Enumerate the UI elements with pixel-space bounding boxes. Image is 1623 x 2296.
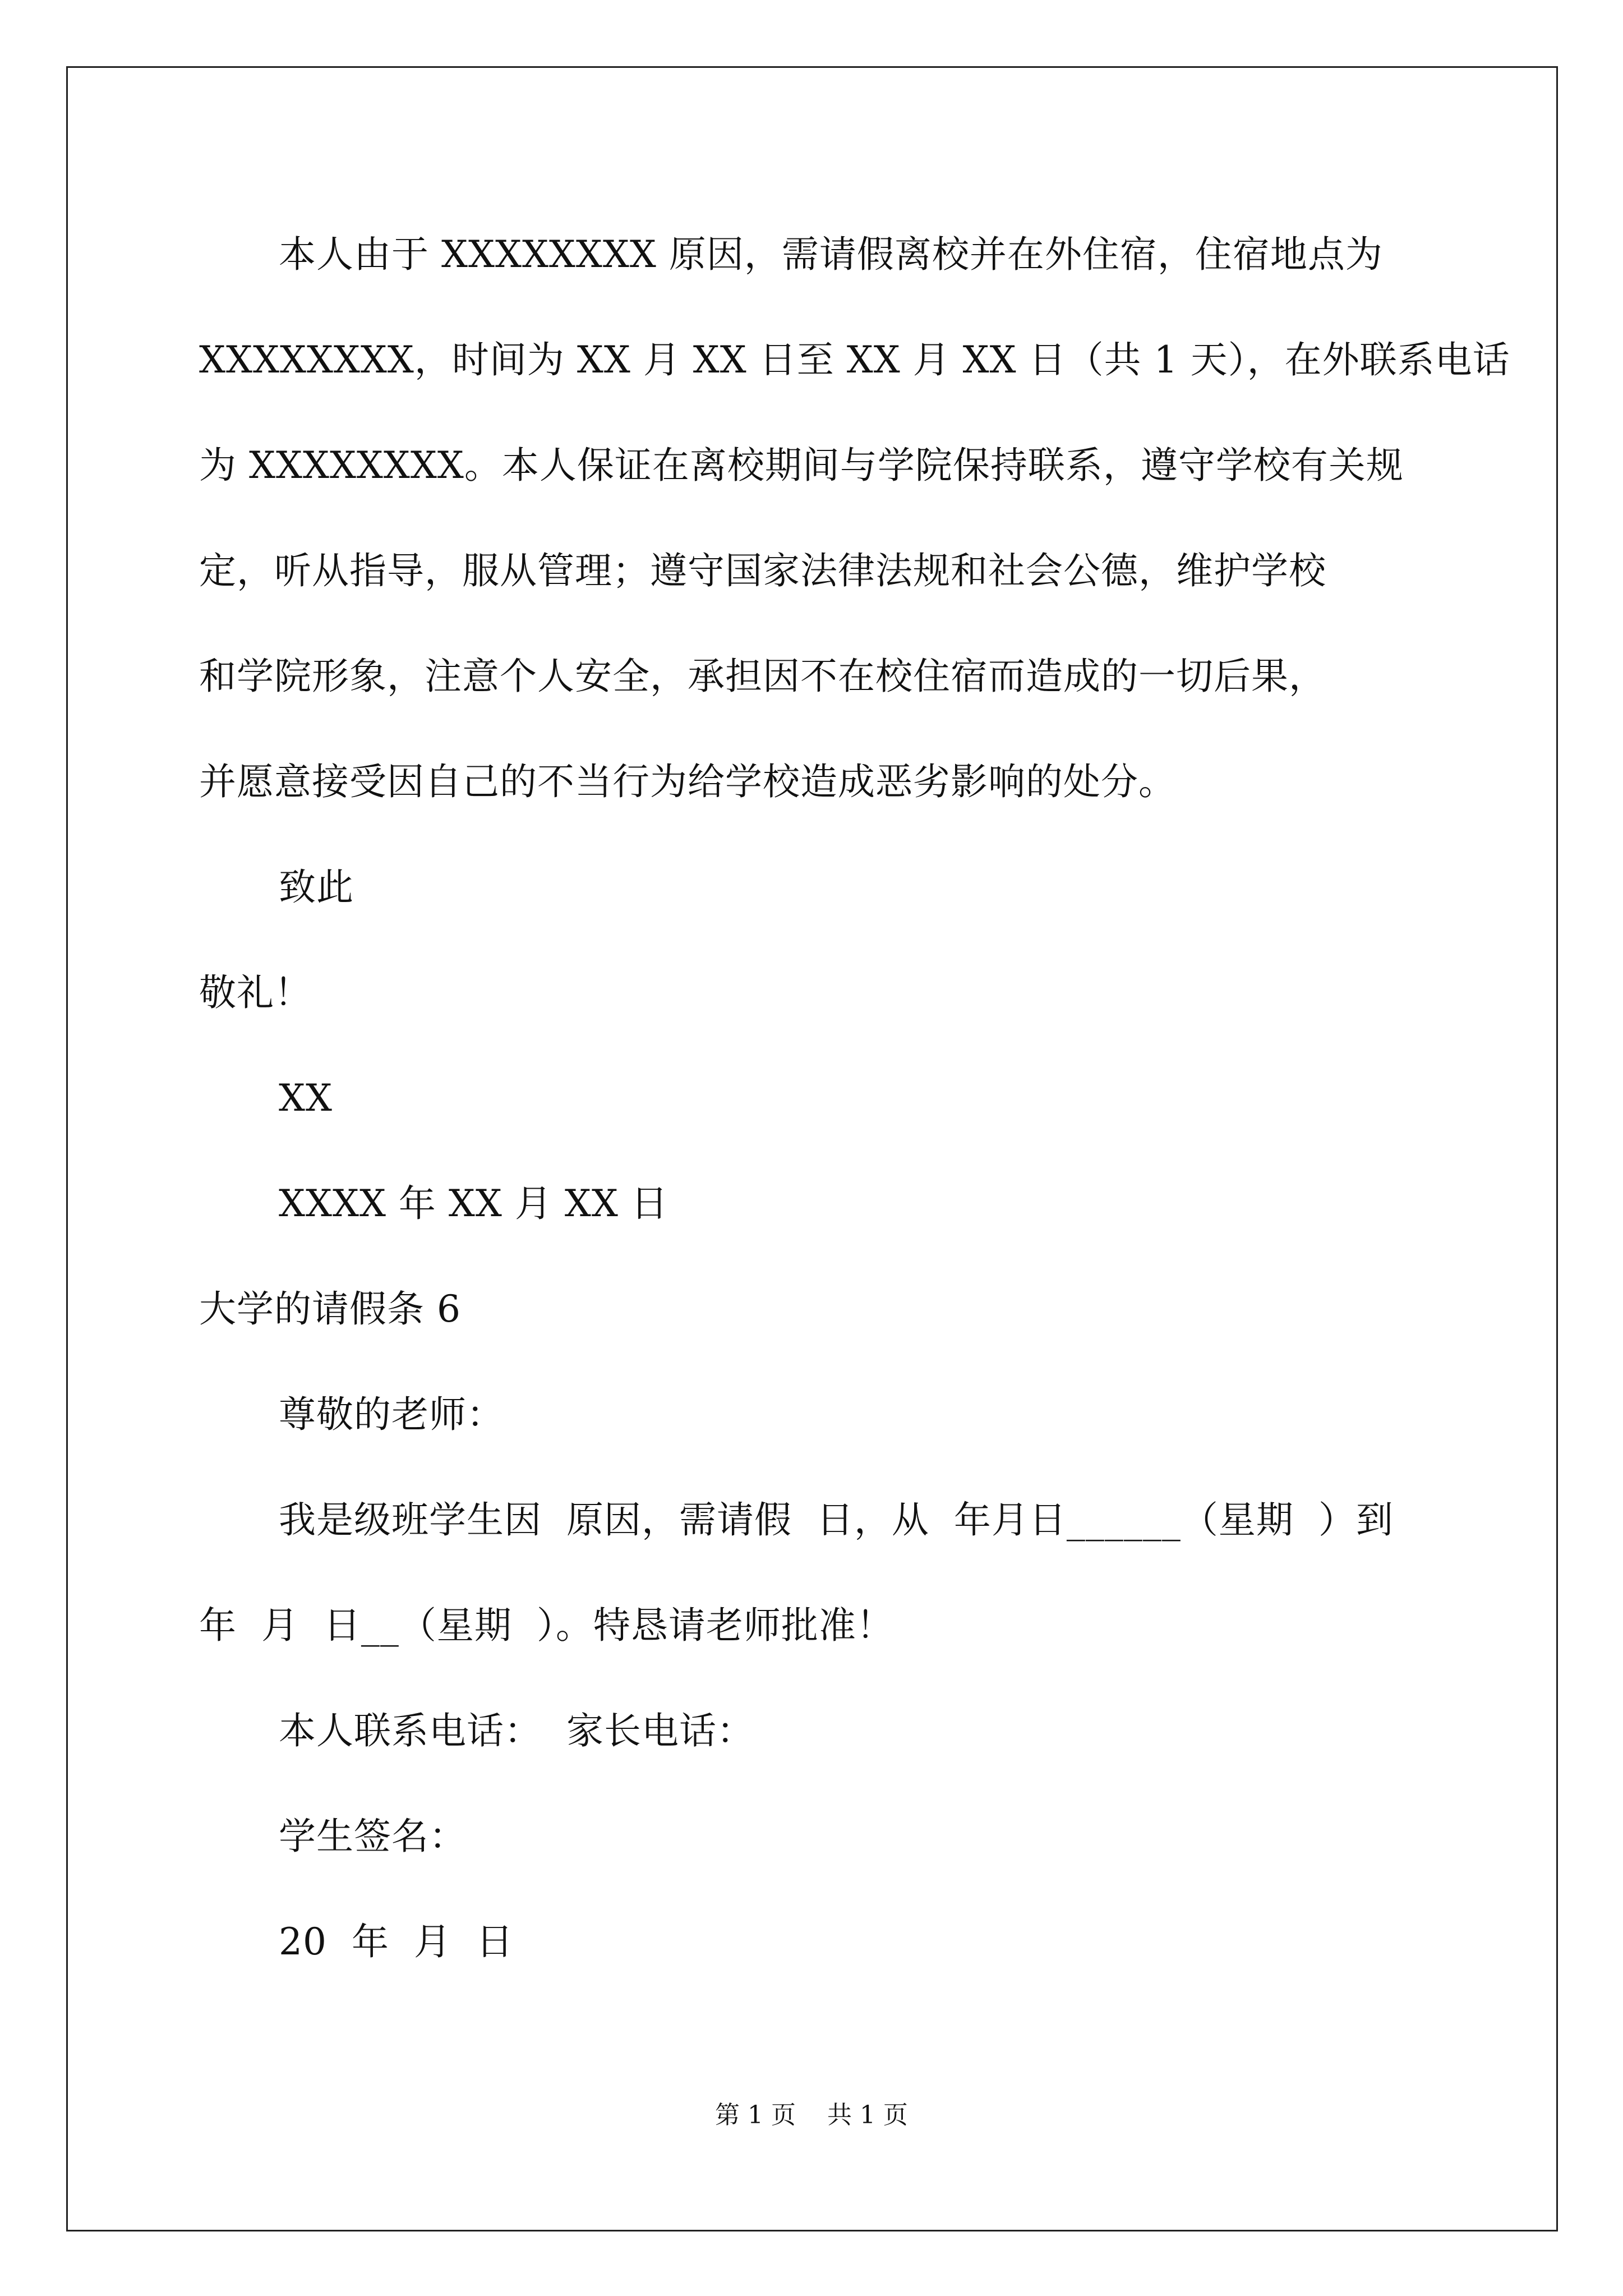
student-signature-line: 学生签名： xyxy=(279,1815,467,1858)
page-footer: 第 1 页 共 1 页 xyxy=(715,2101,908,2129)
paragraph-line: 我是级班学生因 原因，需请假 日，从 年月日______（星期 ）到 xyxy=(279,1498,1394,1542)
signature-name: XX xyxy=(279,1076,333,1120)
page-frame xyxy=(66,66,1558,2231)
date-line: 20 年 月 日 xyxy=(279,1920,514,1963)
paragraph-line: 和学院形象，注意个人安全，承担因不在校住宿而造成的一切后果， xyxy=(199,655,1326,698)
paragraph-line: XXXXXXXX，时间为 XX 月 XX 日至 XX 月 XX 日（共 1 天），在外联系电话 xyxy=(199,338,1510,381)
paragraph-line: 并愿意接受因自己的不当行为给学校造成恶劣影响的处分。 xyxy=(199,760,1176,803)
paragraph-line: 本人由于 XXXXXXXX 原因，需请假离校并在外住宿，住宿地点为 xyxy=(279,233,1383,276)
closing-line: 致此 xyxy=(279,866,354,909)
greeting-line: 尊敬的老师： xyxy=(279,1393,504,1436)
salutation-line: 敬礼！ xyxy=(199,971,312,1014)
paragraph-line: 年 月 日__（星期 ）。特恳请老师批准！ xyxy=(199,1604,894,1647)
paragraph-line: 定，听从指导，服从管理；遵守国家法律法规和社会公德，维护学校 xyxy=(199,549,1326,592)
contact-line: 本人联系电话： 家长电话： xyxy=(279,1709,754,1752)
paragraph-line: 为 XXXXXXXX。本人保证在离校期间与学院保持联系，遵守学校有关规 xyxy=(199,444,1404,487)
signature-date: XXXX 年 XX 月 XX 日 xyxy=(279,1182,668,1225)
section-heading: 大学的请假条 6 xyxy=(199,1287,461,1331)
